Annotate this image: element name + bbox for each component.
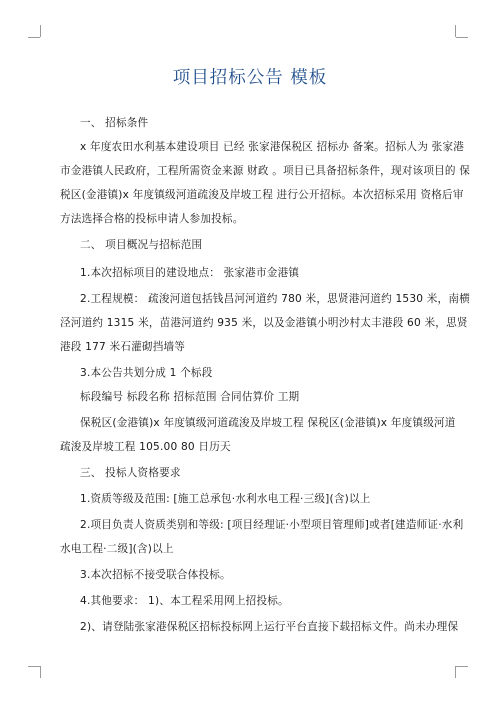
paragraph-line: 方法选择合格的投标申请人参加投标。 bbox=[60, 213, 244, 225]
paragraph-line: 港段 177 米石灌砌挡墙等 bbox=[60, 341, 186, 353]
paragraph-line: 1.本次招标项目的建设地点： 张家港市金港镇 bbox=[80, 267, 300, 279]
table-header-line: 标段编号 标段名称 招标范围 合同估算价 工期 bbox=[80, 391, 300, 403]
paragraph-line: 4.其他要求： 1)、本工程采用网上招投标。 bbox=[80, 595, 289, 607]
paragraph-line: 2.工程规模： 疏浚河道包括钱昌河河道约 780 米，思贤港河道约 1530 米，南横 bbox=[80, 293, 470, 305]
document-title: 项目招标公告 模板 bbox=[172, 68, 328, 88]
section-heading-1: 一、 招标条件 bbox=[80, 117, 149, 129]
paragraph-line: 3.本公告共划分成 1 个标段 bbox=[80, 367, 213, 379]
paragraph-line: 3.本次招标不接受联合体投标。 bbox=[80, 569, 231, 581]
paragraph-line: 税区(金港镇)x 年度镇级河道疏浚及岸坡工程 进行公开招标。本次招标采用 资格后审 bbox=[60, 189, 464, 201]
paragraph-line: 2.项目负责人资质类别和等级: [项目经理证·小型项目管理师]或者[建造师证·水利 bbox=[80, 519, 464, 531]
paragraph-line: 1.资质等级及范围: [施工总承包·水利水电工程·三级](含)以上 bbox=[80, 493, 371, 505]
table-row-line: 保税区(金港镇)x 年度镇级河道疏浚及岸坡工程 保税区(金港镇)x 年度镇级河道 bbox=[80, 417, 456, 429]
paragraph-line: 水电工程·二级](含)以上 bbox=[60, 543, 174, 555]
paragraph-line: 市金港镇人民政府，工程所需资金来源 财政 。项目已具备招标条件，现对该项目的 保 bbox=[60, 165, 471, 177]
paragraph-line: 泾河道约 1315 米，苗港河道约 935 米，以及金港镇小明沙村太丰港段 60 米，思贤 bbox=[60, 317, 468, 329]
paragraph-line: 2)、请登陆张家港保税区招标投标网上运行平台直接下载招标文件。尚未办理保 bbox=[80, 621, 459, 633]
section-heading-2: 二、 项目概况与招标范围 bbox=[80, 239, 203, 251]
paragraph-line: x 年度农田水利基本建设项目 已经 张家港保税区 招标办 备案。招标人为 张家港 bbox=[80, 141, 465, 153]
table-row-line: 疏浚及岸坡工程 105.00 80 日历天 bbox=[60, 441, 231, 453]
section-heading-3: 三、 投标人资格要求 bbox=[80, 467, 181, 479]
